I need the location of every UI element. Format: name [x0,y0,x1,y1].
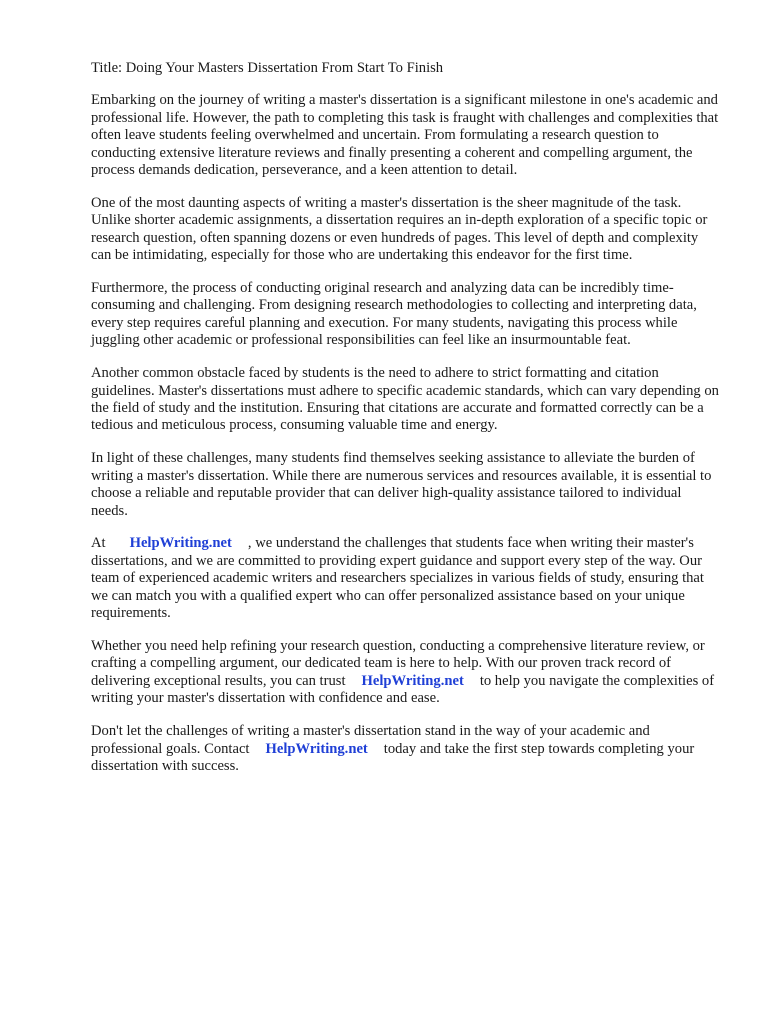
paragraph-help [91,638,721,708]
paragraph-assistance: In light of these challenges, many students find themselves seeking assistance to alleviate the burden of writing a master's dissertation. While there are numerous services and resources available, it is essential to choose a reliable and reputable provider that can deliver high-quality assistance tailored to individual needs. [91,450,712,519]
paragraph-contact [91,723,721,775]
helpwriting-link[interactable]: HelpWriting.net [361,672,464,689]
paragraph-formatting: Another common obstacle faced by students is the need to adhere to strict formatting and citation guidelines. Master's dissertations must adhere to specific academic standards, which can vary depending on the field of study and the institution. Ensuring that citations are accurate and formatted correctly can be a tedious and meticulous process, consuming valuable time and energy. [91,365,719,434]
paragraph-intro: Embarking on the journey of writing a master's dissertation is a significant milestone in one's academic and professional life. However, the path to completing this task is fraught with challenges and complexities that often leave students feeling overwhelmed and uncertain. From formulating a research question to conducting extensive literature reviews and finally presenting a coherent and compelling argument, the process demands dedication, perseverance, and a keen attention to detail. [91,92,719,179]
paragraph-research: Furthermore, the process of conducting original research and analyzing data can be incredibly time-consuming and challenging. From designing research methodologies to collecting and interpreting data, every step requires careful planning and execution. For many students, navigating this process while juggling other academic or professional responsibilities can feel like an insurmountable feat. [91,280,697,349]
paragraph-about [91,535,721,622]
paragraph-magnitude: One of the most daunting aspects of writing a master's dissertation is the sheer magnitude of the task. Unlike shorter academic assignments, a dissertation requires an in-depth exploration of a specific topic or research question, often spanning dozens or even hundreds of pages. This level of depth and complexity can be intimidating, especially for those who are undertaking this endeavor for the first time. [91,194,708,264]
helpwriting-link[interactable]: HelpWriting.net [129,535,232,552]
document-page [91,60,721,791]
paragraph-contact-rest: today and take the first step towards completing your dissertation with success. [91,740,695,774]
paragraph-contact-lead: Don't let the challenges of writing a master's dissertation stand in the way of your academic and professional goals. Contact [91,723,650,757]
paragraph-about-rest: , we understand the challenges that students face when writing their master's dissertations, and we are committed to providing expert guidance and support every step of the way. Our team of experienced academic writers and researchers specializes in various fields of study, ensuring that we can match you with a qualified expert who can offer personalized assistance based on your unique requirements. [91,535,704,622]
paragraph-help-rest: to help you navigate the complexities of writing your master's dissertation with confidence and ease. [91,672,715,707]
paragraph-about-lead: At [91,535,106,552]
document-title: Title: Doing Your Masters Dissertation From Start To Finish [91,60,444,76]
paragraph-help-lead: Whether you need help refining your research question, conducting a comprehensive literature review, or crafting a compelling argument, our dedicated team is here to help. With our proven track record of delivering exceptional results, you can trust [91,637,705,689]
helpwriting-link[interactable]: HelpWriting.net [265,740,368,757]
